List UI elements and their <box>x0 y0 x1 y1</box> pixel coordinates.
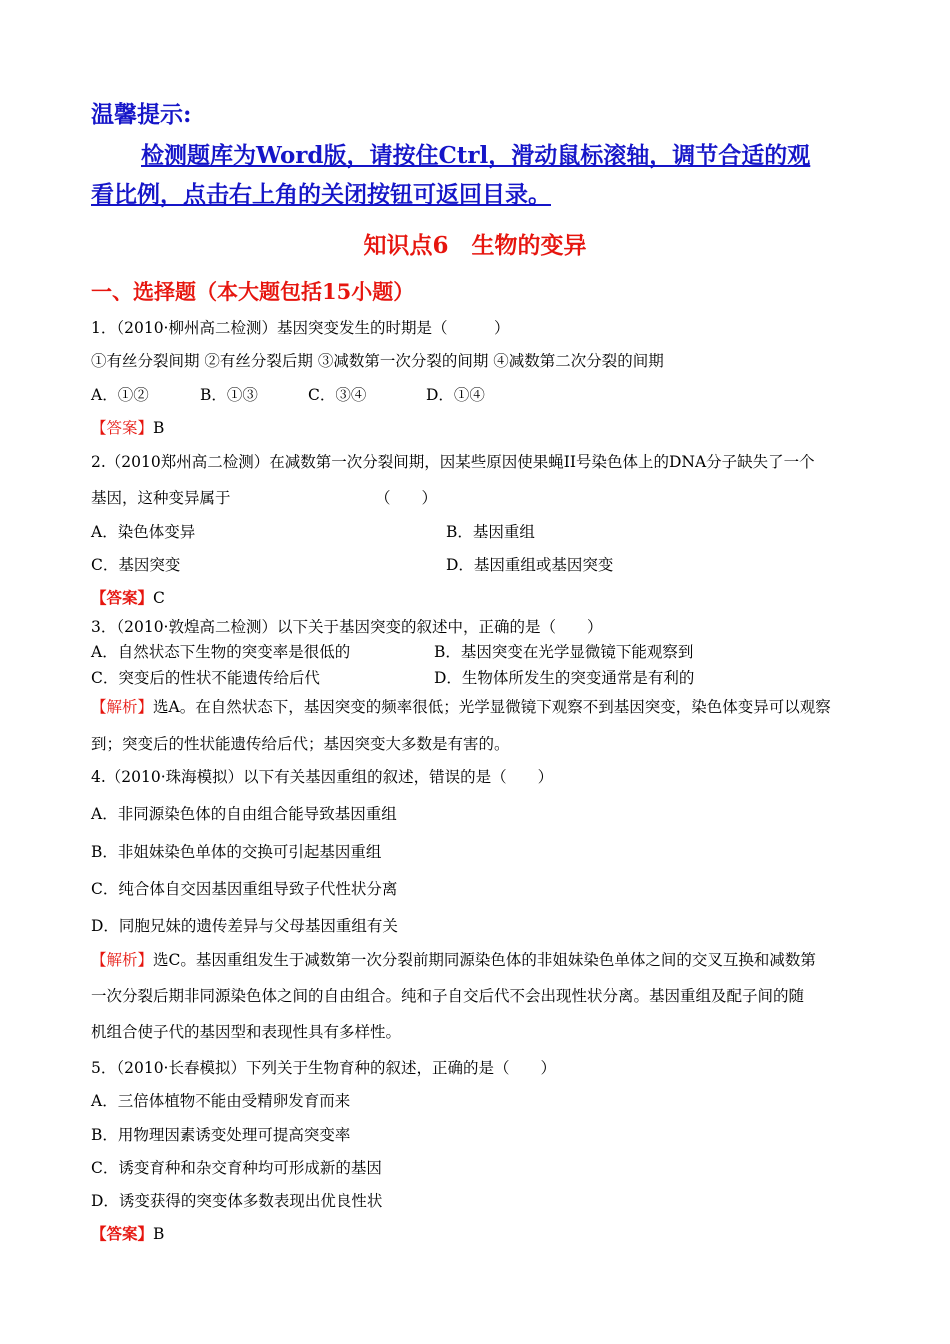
q2-option-b: B．基因重组 <box>446 523 535 541</box>
q2-paren: （ ） <box>375 489 438 507</box>
q4-stem: 4.（2010·珠海模拟）以下有关基因重组的叙述，错误的是（ ） <box>91 768 554 786</box>
q4-explanation-line2: 一次分裂后期非同源染色体之间的自由组合。纯和子自交后代不会出现性状分离。基因重组及配子间的随 <box>91 987 805 1005</box>
q1-answer <box>91 416 164 438</box>
answer-value: C <box>153 589 165 607</box>
page-title: 知识点6 生物的变异 <box>363 232 587 259</box>
q1-option-b: B．①③ <box>200 386 258 404</box>
explanation-text: 选A。在自然状态下，基因突变的频率很低；光学显微镜下观察不到基因突变，染色体变异可以观察 <box>153 698 831 716</box>
q3-explanation-line1 <box>91 695 831 717</box>
answer-value: B <box>153 1225 165 1243</box>
q2-option-d: D．基因重组或基因突变 <box>446 556 614 574</box>
tip-line-1[interactable]: 检测题库为Word版，请按住Ctrl，滑动鼠标滚轴，调节合适的观 <box>141 142 811 169</box>
section-heading: 一、选择题（本大题包括15小题） <box>91 279 415 304</box>
explanation-tag: 【解析】 <box>91 951 154 969</box>
answer-tag: 【答案】 <box>91 1224 154 1243</box>
explanation-tag: 【解析】 <box>91 698 154 716</box>
tip-line-2[interactable]: 看比例，点击右上角的关闭按钮可返回目录。 <box>91 181 551 208</box>
q4-option-c: C．纯合体自交因基因重组导致子代性状分离 <box>91 880 398 898</box>
q1-stem: 1．（2010·柳州高二检测）基因突变发生的时期是（ ） <box>91 319 510 337</box>
q5-answer <box>91 1222 164 1244</box>
explanation-text: 选C。基因重组发生于减数第一次分裂前期同源染色体的非姐妹染色单体之间的交叉互换和减数第 <box>153 951 816 969</box>
q5-option-b: B．用物理因素诱变处理可提高突变率 <box>91 1126 351 1144</box>
q4-explanation-line1 <box>91 948 816 970</box>
q2-answer <box>91 586 165 608</box>
q3-stem: 3．（2010·敦煌高二检测）以下关于基因突变的叙述中，正确的是（ ） <box>91 618 603 636</box>
q4-option-d: D．同胞兄妹的遗传差异与父母基因重组有关 <box>91 917 398 935</box>
q1-option-c: C．③④ <box>308 386 367 404</box>
q5-stem: 5．（2010·长春模拟）下列关于生物育种的叙述，正确的是（ ） <box>91 1059 556 1077</box>
answer-tag: 【答案】 <box>91 588 154 607</box>
q5-option-d: D．诱变获得的突变体多数表现出优良性状 <box>91 1192 383 1210</box>
tip-heading: 温馨提示: <box>91 101 192 128</box>
answer-value: B <box>153 419 165 437</box>
q2-option-a: A．染色体变异 <box>91 523 196 541</box>
q1-option-a: A．①② <box>91 386 149 404</box>
q1-option-d: D．①④ <box>426 386 485 404</box>
q3-option-c: C．突变后的性状不能遗传给后代 <box>91 669 320 687</box>
q3-option-d: D．生物体所发生的突变通常是有利的 <box>434 669 695 687</box>
answer-tag: 【答案】 <box>91 419 154 437</box>
q4-option-b: B．非姐妹染色单体的交换可引起基因重组 <box>91 843 382 861</box>
q2-stem-line1: 2.（2010郑州高二检测）在减数第一次分裂间期，因某些原因使果蝇II号染色体上的DNA分子缺失了一个 <box>91 453 815 471</box>
q2-option-c: C．基因突变 <box>91 556 181 574</box>
q2-stem-line2: 基因，这种变异属于 <box>91 489 231 507</box>
q4-explanation-line3: 机组合使子代的基因型和表现性具有多样性。 <box>91 1023 402 1041</box>
q3-option-a: A．自然状态下生物的突变率是很低的 <box>91 643 351 661</box>
q3-option-b: B．基因突变在光学显微镜下能观察到 <box>434 643 694 661</box>
q5-option-a: A．三倍体植物不能由受精卵发育而来 <box>91 1092 351 1110</box>
q5-option-c: C．诱变育种和杂交育种均可形成新的基因 <box>91 1159 382 1177</box>
q3-explanation-line2: 到；突变后的性状能遗传给后代；基因突变大多数是有害的。 <box>91 735 510 753</box>
q1-items: ①有丝分裂间期 ②有丝分裂后期 ③减数第一次分裂的间期 ④减数第二次分裂的间期 <box>91 352 664 370</box>
q4-option-a: A．非同源染色体的自由组合能导致基因重组 <box>91 805 397 823</box>
